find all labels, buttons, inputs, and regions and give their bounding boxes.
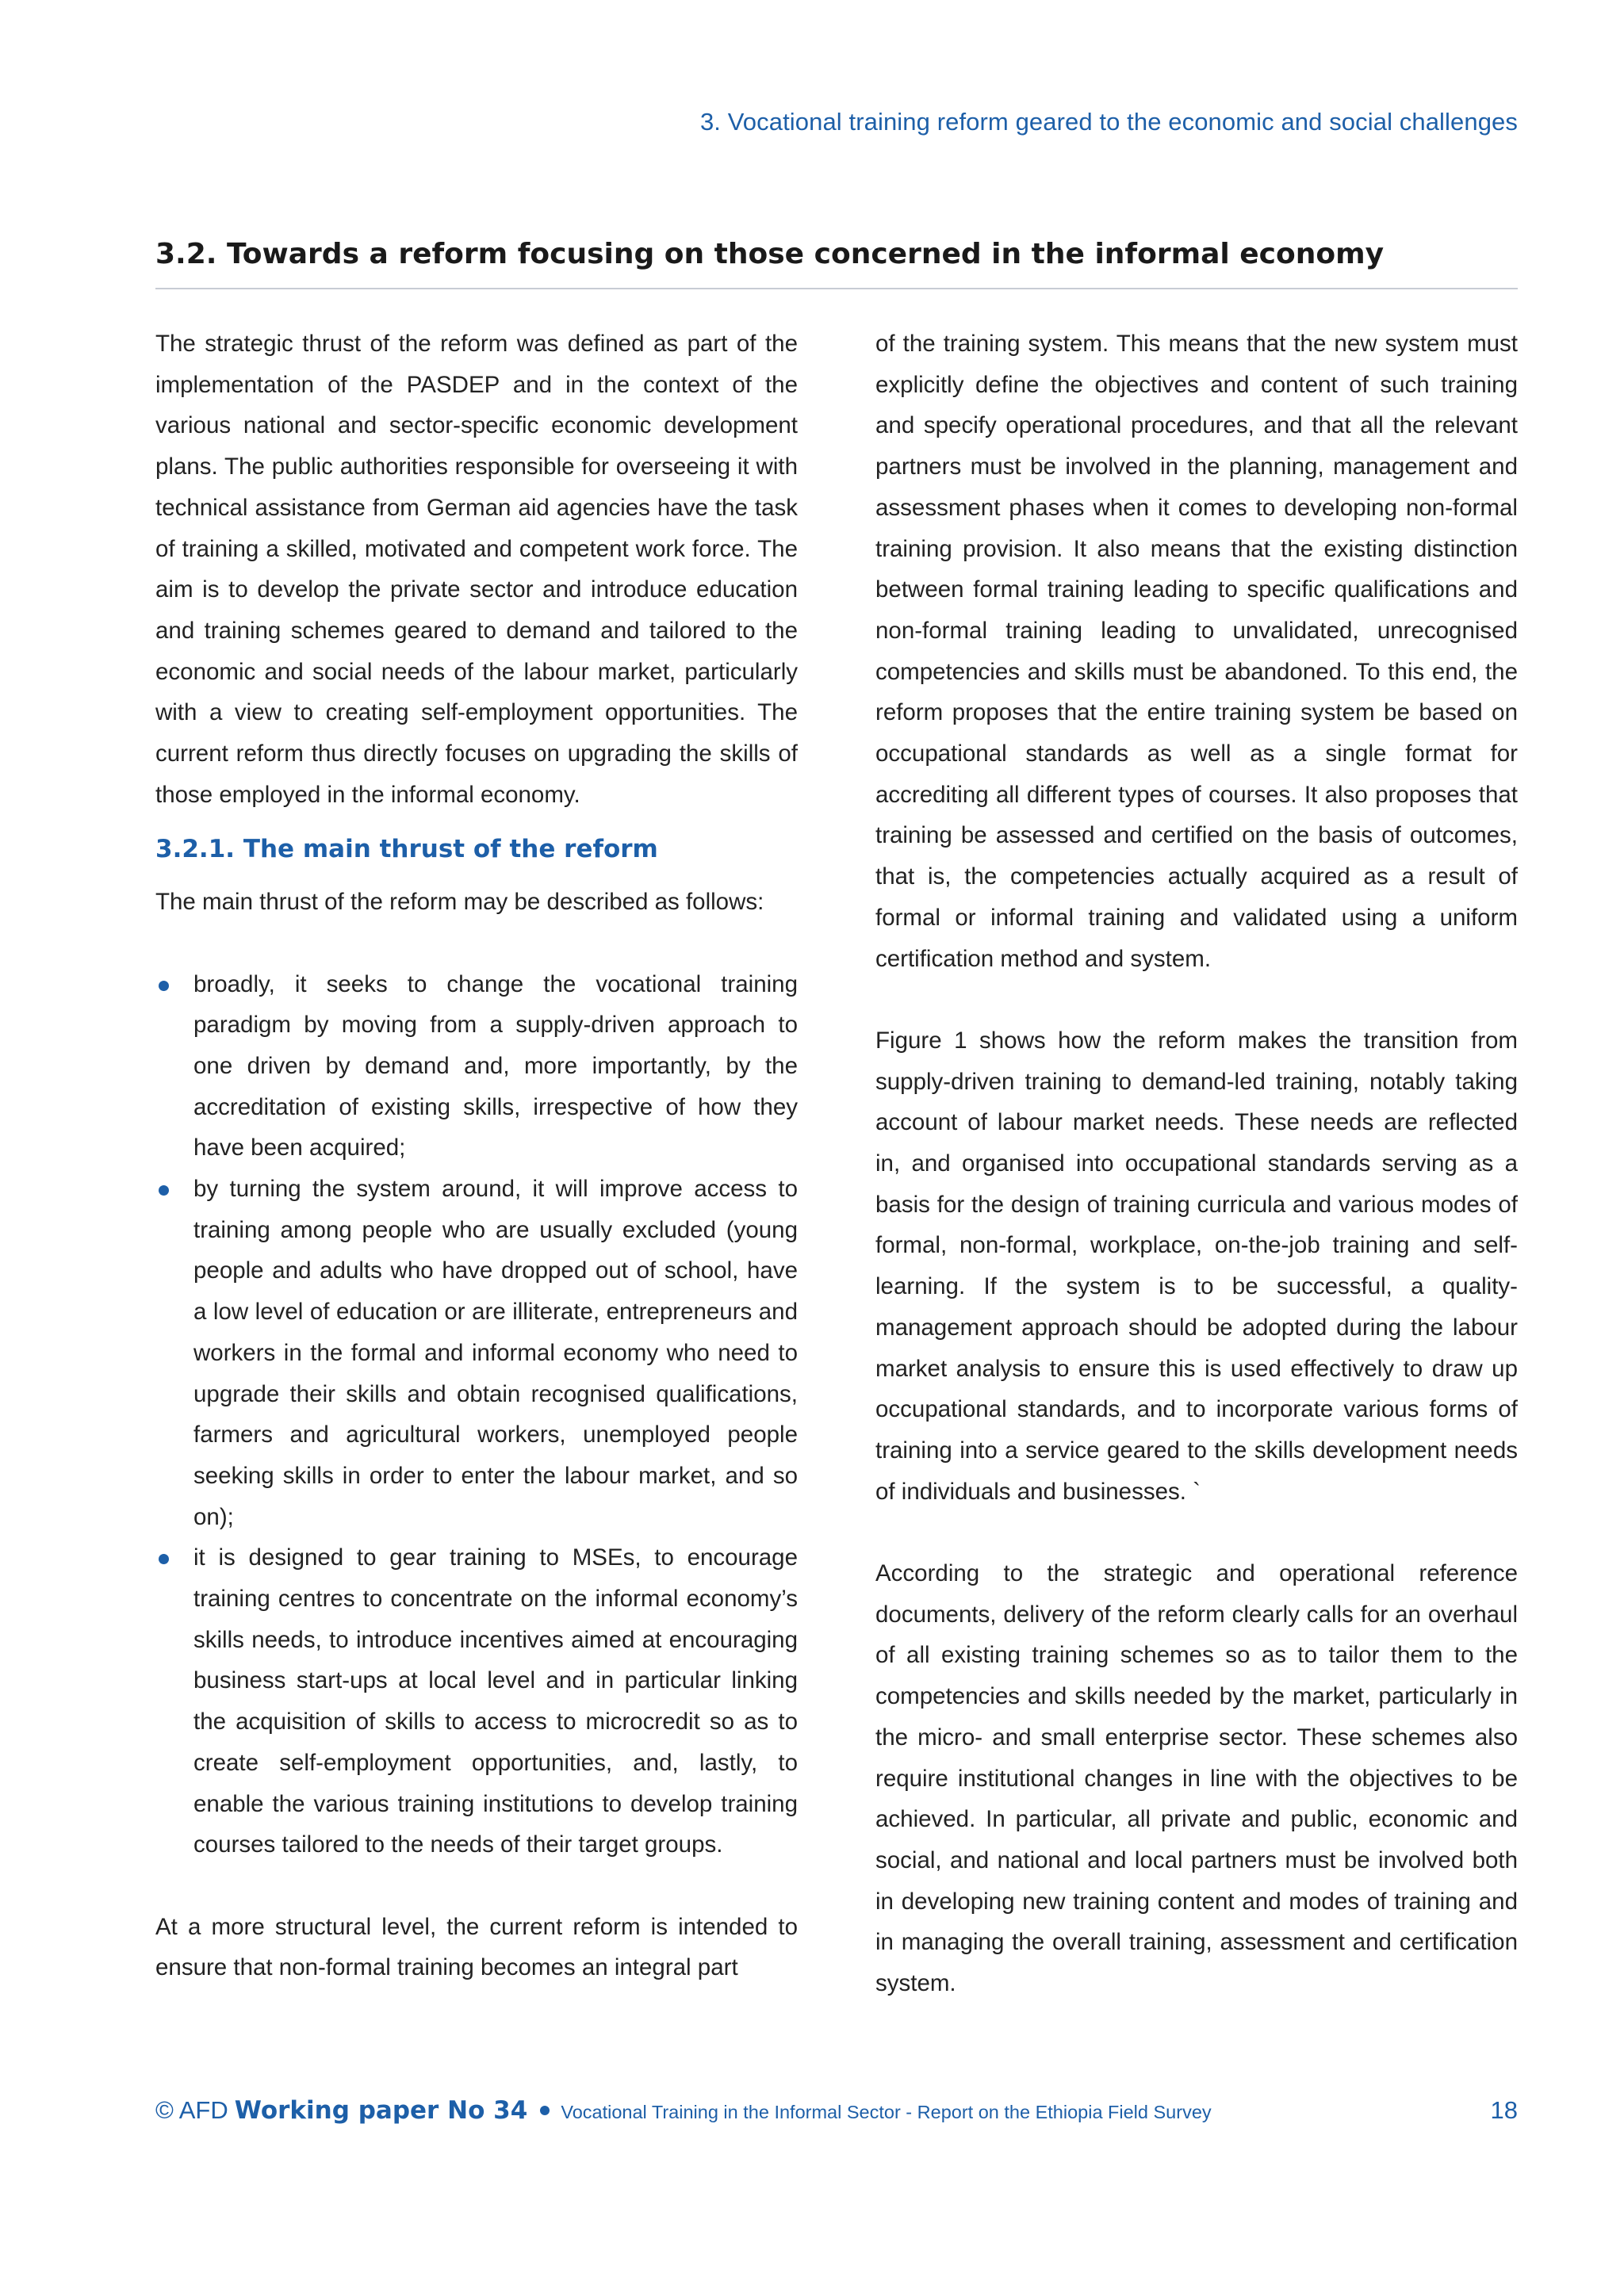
intro-paragraph: The strategic thrust of the reform was defined as part of the implementation of the PASDEP and in the context of the various national and sector-specific economic development plans. The public authorities responsible for overseeing it with technical assistance from German aid agencies have the task of training a skilled, motivated and competent work force. The aim is to develop the private sector and introduce education and training schemes geared to demand and tailored to the economic and social needs of the labour market, particularly with a view to creating self-employment opportunities. The current reform thus directly focuses on upgrading the skills of those employed in the informal economy.	[155, 331, 798, 808]
page-number: 18	[1490, 2096, 1518, 2124]
page-footer	[155, 2096, 1518, 2131]
continuation-paragraph: of the training system. This means that the new system must explicitly define the objectives and content of such training and specify operational procedures, and that all the relevant partners must be involved in the planning, management and assessment phases when it comes to developing non-formal training provision. It also means that the existing distinction between formal training leading to specific qualifications and non-formal training leading to unvalidated, unrecognised competencies and skills must be abandoned. To this end, the reform proposes that the entire training system be based on occupational standards as well as a single format for accrediting all different types of courses. It also proposes that training be assessed and certified on the basis of outcomes, that is, the competencies actually acquired as a result of formal or informal training and validated using a uniform certification method and system.	[875, 331, 1518, 972]
bullet-icon	[159, 1185, 169, 1196]
closing-paragraph: At a more structural level, the current reform is intended to ensure that non-formal training becomes an integral part	[155, 1913, 798, 1981]
bullet-list	[155, 964, 798, 1866]
running-header: 3. Vocational training reform geared to the economic and social challenges	[699, 108, 1518, 136]
left-column	[155, 323, 798, 1988]
bullet-separator-icon	[540, 2106, 550, 2115]
footer-copyright: © AFD	[155, 2096, 228, 2124]
footer-series-title: Working paper No 34	[234, 2096, 528, 2125]
list-item	[155, 964, 798, 1169]
lead-in-paragraph: The main thrust of the reform may be described as follows:	[155, 889, 764, 916]
list-item-text: by turning the system around, it will improve access to training among people who are usually excluded (young people and adults who have dropped out of school, have a low level of education or are illiterate, entrepreneurs and workers in the formal and informal economy who need to upgrade their skills and obtain recognised qualifications, farmers and agricultural workers, unemployed people seeking skills in order to enter the labour market, and so on);	[193, 1176, 798, 1530]
reference-documents-paragraph: According to the strategic and operational reference documents, delivery of the reform clearly calls for an overhaul of all existing training schemes so as to tailor them to the competencies and skills needed by the market, particularly in the micro- and small enterprise sector. These schemes also require institutional changes in line with the objectives to be achieved. In particular, all private and public, economic and social, and national and local partners must be involved both in developing new training content and modes of training and in managing the overall training, assessment and certification system.	[875, 1560, 1518, 1997]
subsection-heading: 3.2.1. The main thrust of the reform	[155, 835, 658, 864]
list-item	[155, 1169, 798, 1537]
bullet-icon	[159, 981, 169, 991]
right-column	[875, 323, 1518, 2004]
figure-reference-paragraph: Figure 1 shows how the reform makes the transition from supply-driven training to demand-led training, notably taking account of labour market needs. These needs are reflected in, and organised into occupational standards serving as a basis for the design of training curricula and various modes of formal, non-formal, workplace, on-the-job training and self-learning. If the system is to be successful, a quality-management approach should be adopted during the labour market analysis to ensure this is used effectively to draw up occupational standards, and to incorporate various forms of training into a service geared to the skills development needs of individuals and businesses. `	[875, 1027, 1518, 1505]
list-item-text: it is designed to gear training to MSEs, to encourage training centres to concentrate on the informal economy’s skills needs, to introduce incentives aimed at encouraging business start-ups at local level and in particular linking the acquisition of skills to access to microcredit so as to create self-employment opportunities, and, lastly, to enable the various training institutions to develop training courses tailored to the needs of their target groups.	[193, 1544, 798, 1858]
section-title: 3.2. Towards a reform focusing on those concerned in the informal economy	[155, 238, 1518, 289]
footer-report-title: Vocational Training in the Informal Sector - Report on the Ethiopia Field Survey	[561, 2102, 1212, 2122]
list-item	[155, 1537, 798, 1866]
bullet-icon	[159, 1554, 169, 1564]
list-item-text: broadly, it seeks to change the vocational training paradigm by moving from a supply-driven approach to one driven by demand and, more importantly, by the accreditation of existing skills, irrespective of how they have been acquired;	[193, 970, 798, 1161]
